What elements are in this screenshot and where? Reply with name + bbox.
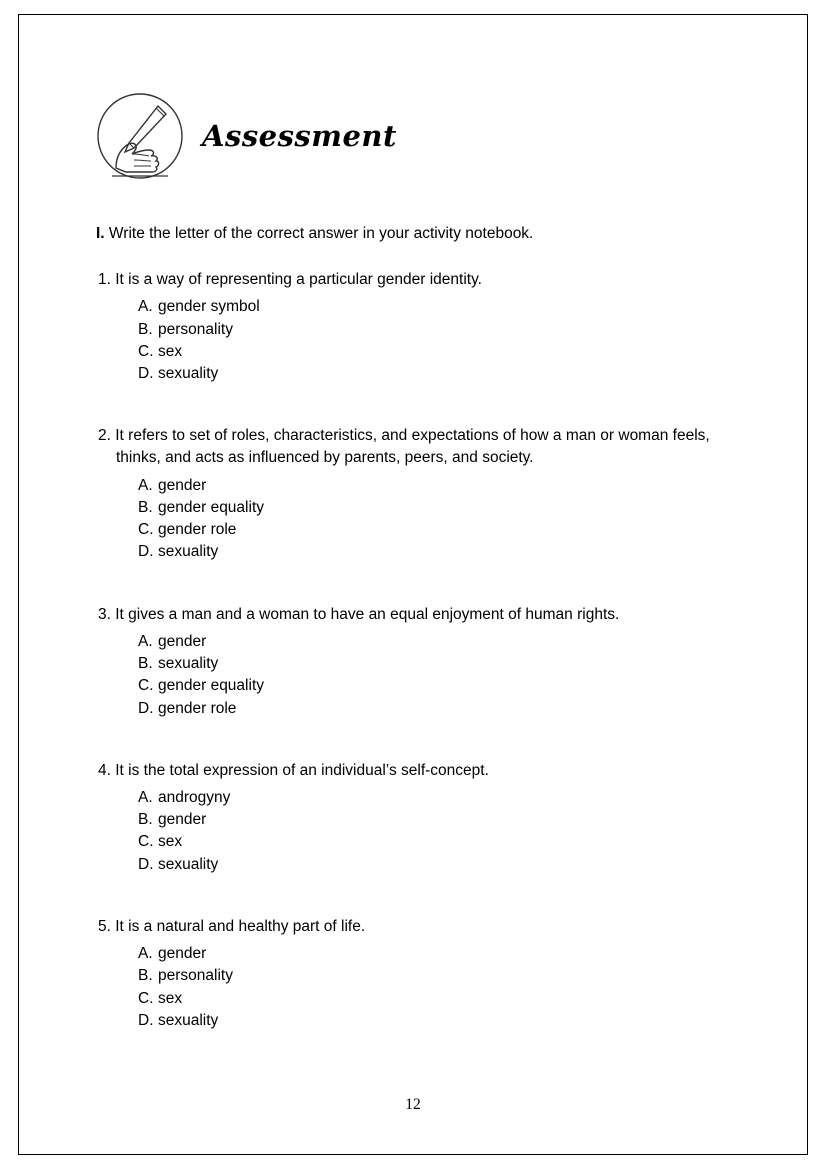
choice-letter: D. bbox=[138, 364, 154, 382]
choice-letter: C. bbox=[138, 833, 154, 851]
choice-list bbox=[138, 787, 736, 876]
page-content bbox=[96, 86, 736, 1032]
choice-option[interactable] bbox=[138, 541, 736, 563]
choice-list bbox=[138, 943, 736, 1032]
choice-text: personality bbox=[158, 967, 233, 985]
choice-letter: A. bbox=[138, 298, 153, 316]
choice-text: sexuality bbox=[158, 1011, 219, 1029]
choice-option[interactable] bbox=[138, 296, 736, 318]
choice-option[interactable] bbox=[138, 965, 736, 987]
choice-option[interactable] bbox=[138, 497, 736, 519]
question-text bbox=[98, 760, 736, 782]
choice-letter: D. bbox=[138, 855, 154, 873]
choice-letter: C. bbox=[138, 521, 154, 539]
assessment-header bbox=[96, 86, 736, 186]
page-title: Assessment bbox=[202, 119, 397, 153]
choice-option[interactable] bbox=[138, 831, 736, 853]
choice-text: personality bbox=[158, 320, 233, 338]
choice-option[interactable] bbox=[138, 988, 736, 1010]
choice-option[interactable] bbox=[138, 341, 736, 363]
choice-letter: C. bbox=[138, 677, 154, 695]
choice-text: gender bbox=[158, 476, 207, 494]
question-prompt: It is a way of representing a particular gender identity. bbox=[115, 270, 482, 288]
choice-letter: B. bbox=[138, 499, 153, 517]
choice-option[interactable] bbox=[138, 631, 736, 653]
choice-text: sex bbox=[158, 989, 183, 1007]
question-item bbox=[96, 760, 736, 876]
choice-letter: A. bbox=[138, 476, 153, 494]
choice-text: gender bbox=[158, 633, 207, 651]
choice-letter: B. bbox=[138, 967, 153, 985]
question-item bbox=[96, 425, 736, 564]
instruction-text: Write the letter of the correct answer in your activity notebook. bbox=[104, 225, 534, 242]
choice-text: sexuality bbox=[158, 855, 219, 873]
choice-text: sex bbox=[158, 342, 183, 360]
choice-letter: A. bbox=[138, 945, 153, 963]
choice-text: gender role bbox=[158, 521, 237, 539]
choice-text: gender bbox=[158, 945, 207, 963]
question-prompt: It is the total expression of an individual’s self-concept. bbox=[115, 761, 489, 779]
question-item bbox=[96, 604, 736, 720]
question-text bbox=[98, 269, 736, 291]
question-item bbox=[96, 269, 736, 385]
choice-text: sexuality bbox=[158, 655, 219, 673]
choice-option[interactable] bbox=[138, 943, 736, 965]
choice-letter: B. bbox=[138, 320, 153, 338]
choice-option[interactable] bbox=[138, 698, 736, 720]
choice-letter: B. bbox=[138, 655, 153, 673]
instruction-prefix: I. bbox=[96, 225, 105, 242]
choice-letter: C. bbox=[138, 989, 154, 1007]
choice-letter: C. bbox=[138, 342, 154, 360]
question-text bbox=[98, 604, 736, 626]
choice-option[interactable] bbox=[138, 319, 736, 341]
choice-text: sexuality bbox=[158, 364, 219, 382]
question-prompt: It refers to set of roles, characteristics, and expectations of how a man or woman feels, thinks, and acts as influenced by parents, peers, and society. bbox=[115, 427, 710, 467]
choice-text: sexuality bbox=[158, 543, 219, 561]
choice-text: gender symbol bbox=[158, 298, 260, 316]
choice-list bbox=[138, 475, 736, 564]
choice-option[interactable] bbox=[138, 519, 736, 541]
choice-letter: D. bbox=[138, 543, 154, 561]
choice-option[interactable] bbox=[138, 1010, 736, 1032]
question-text bbox=[98, 916, 736, 938]
question-prompt: It gives a man and a woman to have an equal enjoyment of human rights. bbox=[115, 605, 620, 623]
choice-option[interactable] bbox=[138, 363, 736, 385]
choice-text: sex bbox=[158, 833, 183, 851]
choice-text: gender equality bbox=[158, 499, 264, 517]
choice-letter: D. bbox=[138, 1011, 154, 1029]
question-number: 5. bbox=[98, 917, 111, 935]
choice-option[interactable] bbox=[138, 854, 736, 876]
choice-text: gender bbox=[158, 811, 207, 829]
question-prompt: It is a natural and healthy part of life. bbox=[115, 917, 366, 935]
question-number: 4. bbox=[98, 761, 111, 779]
choice-option[interactable] bbox=[138, 653, 736, 675]
choice-option[interactable] bbox=[138, 787, 736, 809]
question-number: 3. bbox=[98, 605, 111, 623]
choice-text: gender role bbox=[158, 699, 237, 717]
choice-letter: A. bbox=[138, 789, 153, 807]
question-text bbox=[98, 425, 736, 470]
choice-letter: A. bbox=[138, 633, 153, 651]
question-number: 1. bbox=[98, 270, 111, 288]
instruction-line bbox=[96, 224, 736, 245]
question-item bbox=[96, 916, 736, 1032]
question-number: 2. bbox=[98, 427, 111, 445]
choice-list bbox=[138, 296, 736, 385]
page-number: 12 bbox=[405, 1096, 421, 1113]
choice-text: gender equality bbox=[158, 677, 264, 695]
choice-letter: D. bbox=[138, 699, 154, 717]
choice-option[interactable] bbox=[138, 475, 736, 497]
choice-option[interactable] bbox=[138, 675, 736, 697]
choice-option[interactable] bbox=[138, 809, 736, 831]
hand-writing-pencil-icon bbox=[96, 92, 184, 180]
choice-list bbox=[138, 631, 736, 720]
choice-text: androgyny bbox=[158, 789, 231, 807]
choice-letter: B. bbox=[138, 811, 153, 829]
